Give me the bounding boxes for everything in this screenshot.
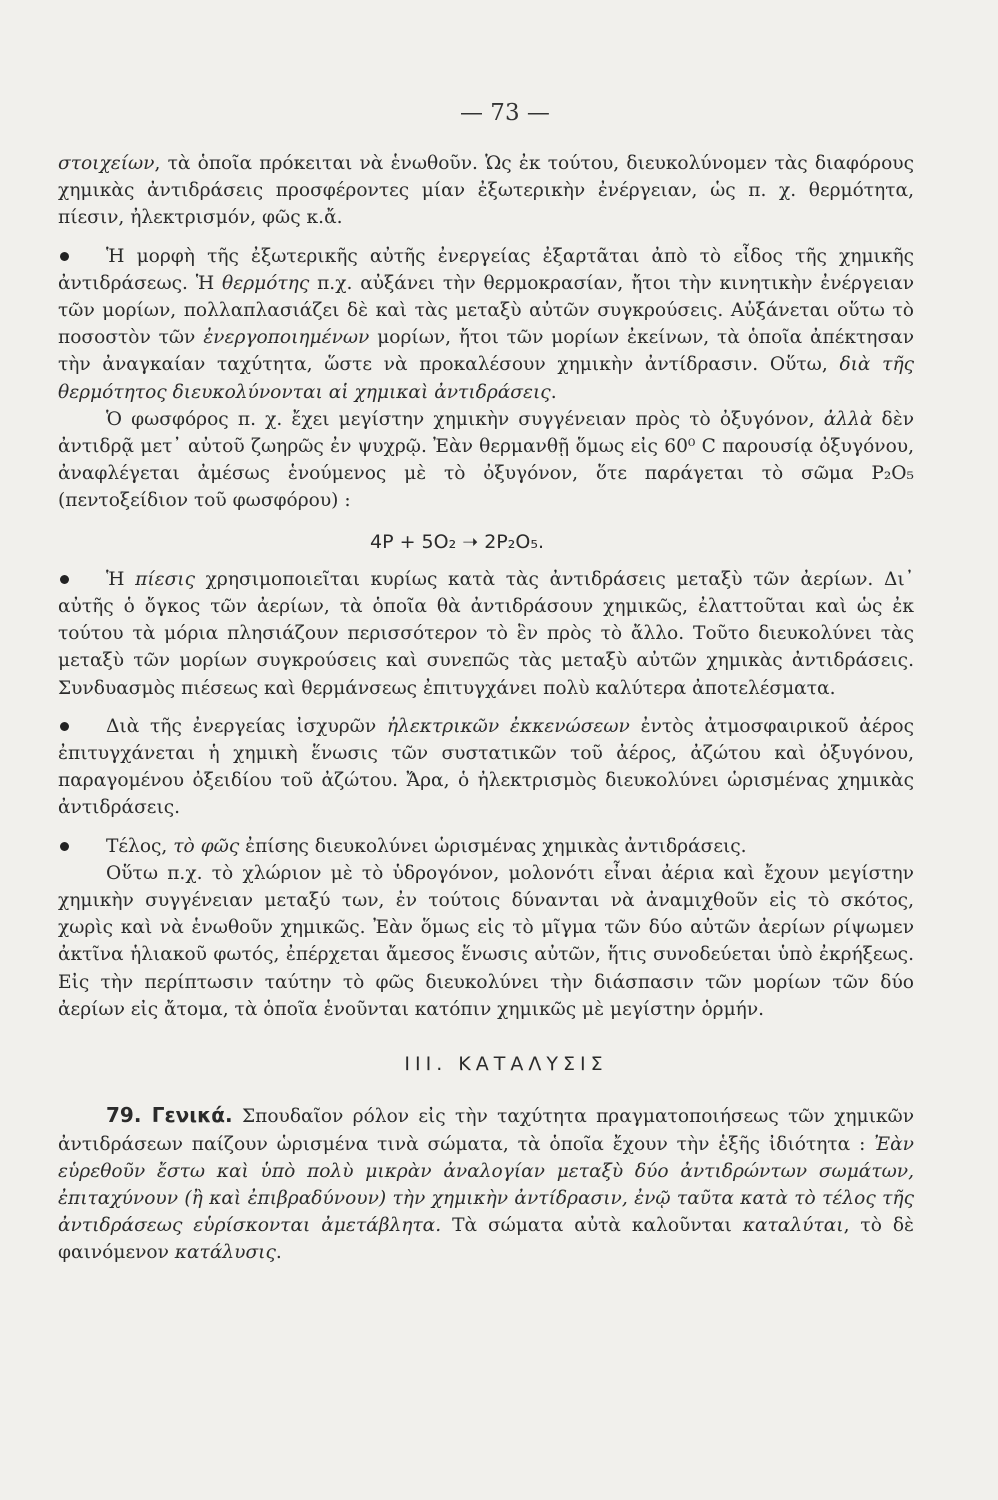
bullet-icon — [60, 252, 69, 261]
italic-term: Ἐὰν εὑρεθοῦν ἔστω καὶ ὑπὸ πολὺ μικρὰν ἀναλογίαν μεταξὺ δύο ἀντιδρώντων σωμάτων, ἐπιταχύνουν (ἢ καὶ ἐπιβραδύνουν) τὴν χημικὴν ἀντίδρασιν, ἐνῷ ταῦτα κατὰ τὸ τέλος τῆς ἀντιδράσεως εὑρίσκονται ἀμετάβλητα. — [58, 1133, 914, 1237]
paragraph-heat — [58, 243, 914, 406]
italic-term: τὸ φῶς — [173, 835, 240, 857]
text-run: Ἡ μορφὴ τῆς ἐξωτερικῆς αὐτῆς ἐνεργείας ἐξαρτᾶται ἀπὸ τὸ εἶδος τῆς χημικῆς ἀντιδράσεως. Ἡ — [58, 245, 914, 294]
bullet-icon — [60, 575, 69, 584]
subsection-heading: 79. Γενικά. — [106, 1103, 233, 1128]
text-run: ἐντὸς ἀτμοσφαιρικοῦ ἀέρος ἐπιτυγχάνεται ἡ χημικὴ ἕνωσις τῶν συστατικῶν τοῦ ἀέρος, ἀζώτου καὶ ὀξυγόνου, παραγομένου ὀξειδίου τοῦ ἀζώτου. Ἄρα, ὁ ἠλεκτρισμὸς διευκολύνει ὡρισμένας χημικὰς ἀντιδράσεις. — [58, 715, 914, 819]
text-run: Τέλος, — [106, 835, 174, 857]
bullet-icon — [60, 842, 69, 851]
italic-term: στοιχείων — [58, 153, 155, 174]
paragraph-text: , τὰ ὁποῖα πρόκειται νὰ ἑνωθοῦν. Ὡς ἐκ τούτου, διευκολύνομεν τὰς διαφόρους χημικὰς ἀντιδράσεις προσφέροντες μίαν ἐξωτερικὴν ἐνέργειαν, ὡς π. χ. θερμότητα, πίεσιν, ἠλεκτρισμόν, φῶς κ.ἄ. — [58, 153, 914, 229]
italic-term: πίεσις — [135, 568, 195, 590]
paragraph-phosphorus — [58, 406, 914, 515]
text-run: ἐπίσης διευκολύνει ὡρισμένας χημικὰς ἀντιδράσεις. — [239, 835, 747, 857]
text-run: χρησιμοποιεῖται κυρίως κατὰ τὰς ἀντιδράσεις μεταξὺ τῶν ἀερίων. Δι᾽ αὐτῆς ὁ ὄγκος τῶν ἀερίων, τὰ ὁποῖα θὰ ἀντιδράσουν χημικῶς, ἐλαττοῦται καὶ ὡς ἐκ τούτου τὰ μόρια πλησιάζουν περισσότερον τὸ ἓν πρὸς τὸ ἄλλο. Τοῦτο διευκολύνει τὰς μεταξὺ τῶν μορίων συγκρούσεις καὶ συνεπῶς τὰς μεταξὺ αὐτῶν χημικὰς ἀντιδράσεις. Συνδυασμὸς πιέσεως καὶ θερμάνσεως ἐπιτυγχάνει πολὺ καλύτερα ἀποτελέσματα. — [58, 568, 915, 699]
italic-term: θερμότης — [222, 272, 310, 294]
text-run: , τὸ δὲ φαινόμενον — [58, 1215, 914, 1264]
text-run: . — [275, 1242, 282, 1264]
italic-term: διὰ τῆς θερμότητος διευκολύνονται αἱ χημικαὶ ἀντιδράσεις — [58, 354, 914, 403]
paragraph-intro — [58, 150, 914, 232]
text-run: δὲν ἀντιδρᾷ μετ᾽ αὐτοῦ ζωηρῶς ἐν ψυχρῷ. Ἐὰν θερμανθῇ ὅμως εἰς 60⁰ C παρουσίᾳ ὀξυγόνου, ἀναφλέγεται ἀμέσως ἑνούμενος μὲ τὸ ὀξυγόνον, ὅτε παράγεται τὸ σῶμα P₂O₅ (πεντοξείδιον τοῦ φωσφόρου) : — [58, 408, 915, 512]
text-run: π.χ. αὐξάνει τὴν θερμοκρασίαν, ἤτοι τὴν κινητικὴν ἐνέργειαν τῶν μορίων, πολλαπλασιάζει δὲ καὶ τὰς μεταξὺ αὐτῶν συγκρούσεις. Αὐξάνεται οὕτω τὸ ποσοστὸν τῶν — [58, 272, 914, 349]
text-run: . — [550, 381, 557, 403]
italic-term: καταλύται — [742, 1215, 844, 1237]
text-run: Σπουδαῖον ρόλον εἰς τὴν ταχύτητα πραγματοποιήσεως τῶν χημικῶν ἀντιδράσεων παίζουν ὡρισμένα τινὰ σώματα, τὰ ὁποῖα ἔχουν τὴν ἑξῆς ἰδιότητα : — [58, 1106, 914, 1155]
text-run: Τὰ σώματα αὐτὰ καλοῦνται — [441, 1215, 743, 1237]
text-run: Ὁ φωσφόρος π. χ. ἔχει μεγίστην χημικὴν συγγένειαν πρὸς τὸ ὀξυγόνον, — [106, 408, 824, 430]
text-run: Ἡ — [106, 568, 136, 590]
chemical-equation: 4P + 5O₂ ➝ 2P₂O₅. — [370, 530, 544, 553]
paragraph-pressure — [58, 566, 914, 702]
page-body — [58, 150, 914, 1267]
paragraph-chlorine: Οὕτω π.χ. τὸ χλώριον μὲ τὸ ὑδρογόνον, μολονότι εἶναι ἀέρια καὶ ἔχουν μεγίστην χημικὴν συγγένειαν μεταξύ των, ἐν τούτοις δύνανται νὰ ἀναμιχθοῦν εἰς τὸ σκότος, χωρὶς καὶ νὰ ἑνωθοῦν χημικῶς. Ἐὰν ὅμως εἰς τὸ μῖγμα τῶν δύο αὐτῶν ἀερίων ρίψωμεν ἀκτῖνα ἡλιακοῦ φωτός, ἐπέρχεται ἄμεσος ἕνωσις αὐτῶν, ἥτις συνοδεύεται ὑπὸ ἐκρήξεως. Εἰς τὴν περίπτωσιν ταύτην τὸ φῶς διευκολύνει τὴν διάσπασιν τῶν μορίων τῶν δύο ἀερίων εἰς ἄτομα, τὰ ὁποῖα ἑνοῦνται κατόπιν χημικῶς μὲ μεγίστην ὁρμήν. — [58, 862, 914, 1020]
paragraph-catalysis — [58, 1102, 914, 1266]
paragraph-light — [58, 833, 914, 860]
bullet-icon — [60, 722, 69, 731]
italic-term: ἀλλὰ — [823, 408, 873, 430]
text-run: μορίων, ἤτοι τῶν μορίων ἐκείνων, τὰ ὁποῖα ἀπέκτησαν τὴν ἀναγκαίαν ταχύτητα, ὥστε νὰ προκαλέσουν χημικὴν ἀντίδρασιν. Οὕτω, — [58, 327, 914, 376]
italic-term: κατάλυσις — [174, 1242, 276, 1264]
italic-term: ἐνεργοποιημένων — [203, 327, 370, 349]
text-run: Διὰ τῆς ἐνεργείας ἰσχυρῶν — [106, 715, 387, 737]
section-heading: ΙΙΙ. ΚΑΤΑΛΥΣΙΣ — [404, 1053, 608, 1076]
page-number: — 73 — — [460, 100, 550, 126]
paragraph-electricity — [58, 713, 914, 822]
italic-term: ἠλεκτρικῶν ἐκκενώσεων — [386, 715, 630, 737]
